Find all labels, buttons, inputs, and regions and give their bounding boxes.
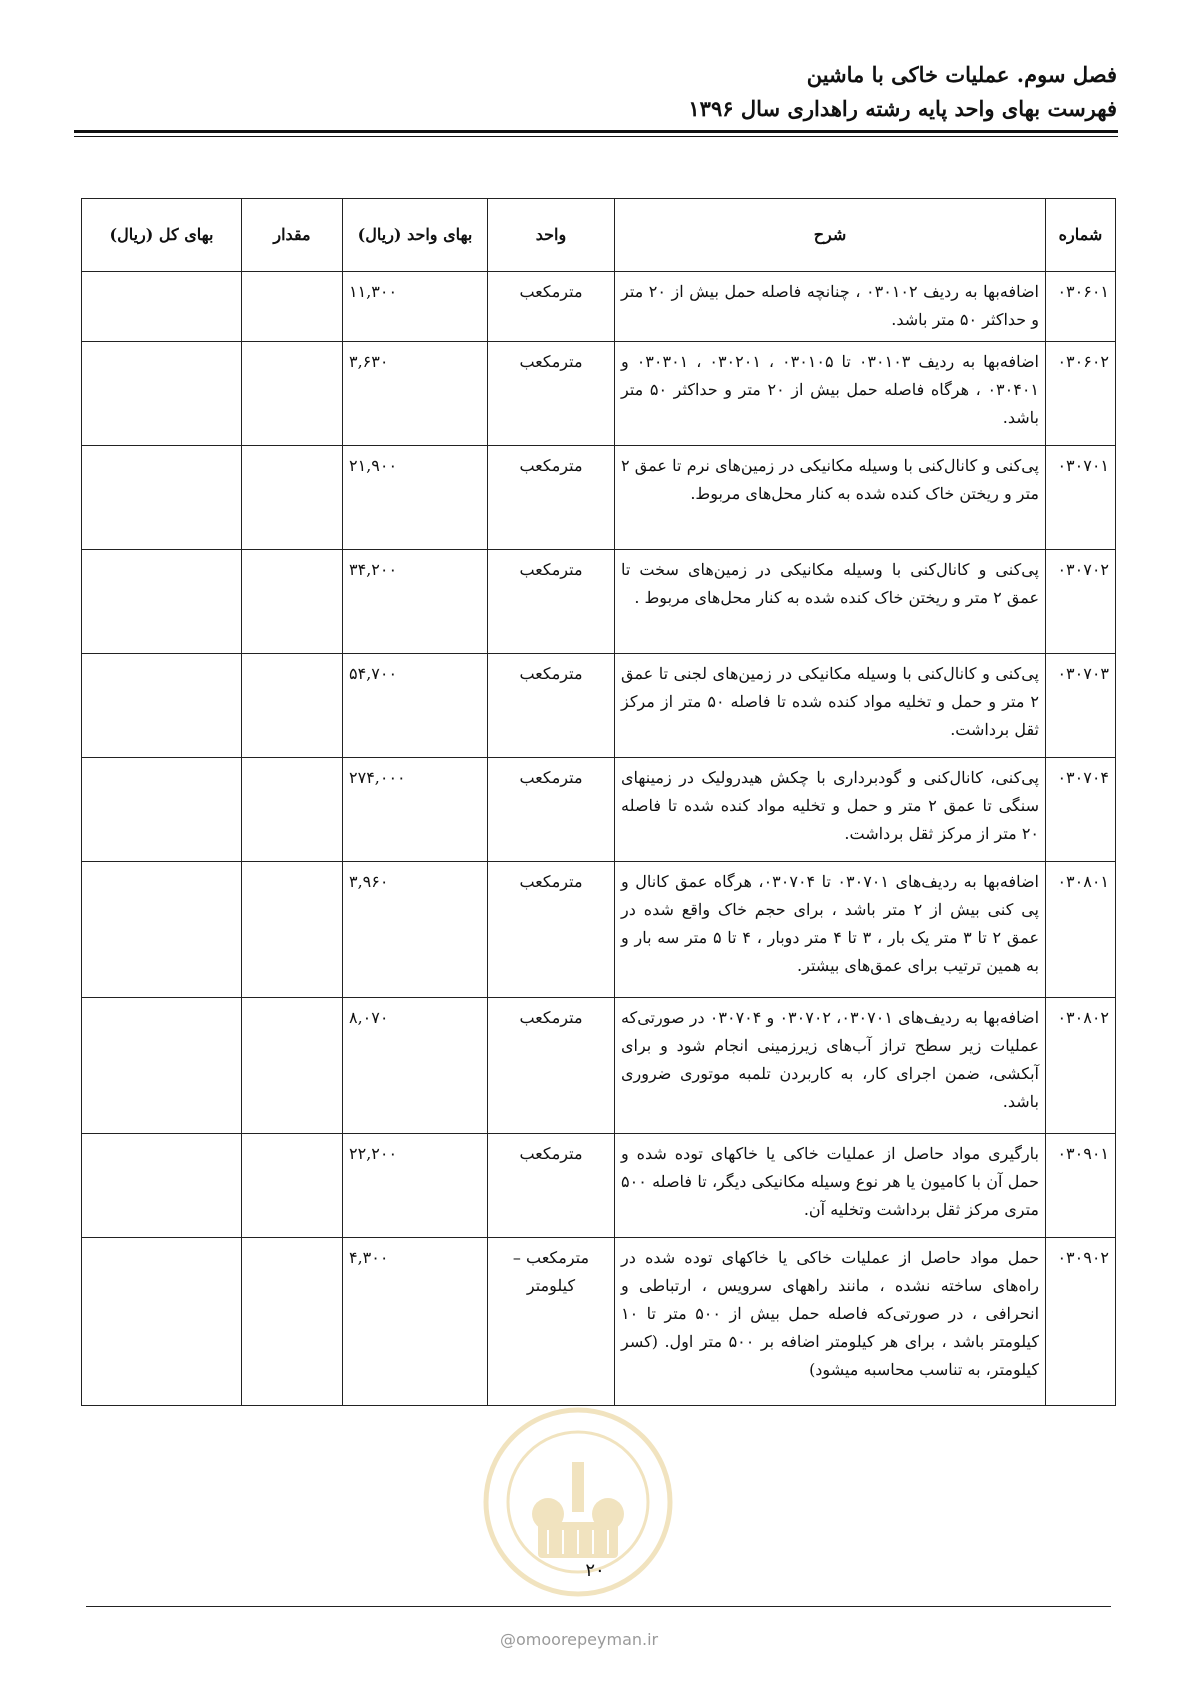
row-description: پی‌کنی و کانال‌کنی با وسیله مکانیکی در زمین‌های سخت تا عمق ۲ متر و ریختن خاک کنده شده به کنار محل‌های مربوط . bbox=[615, 550, 1046, 654]
chapter-title: فصل سوم. عملیات خاکی با ماشین bbox=[806, 62, 1117, 87]
row-total-price bbox=[82, 272, 242, 342]
row-quantity bbox=[242, 272, 343, 342]
table-header-row bbox=[82, 199, 1116, 272]
table-row bbox=[82, 342, 1116, 446]
row-quantity bbox=[242, 1238, 343, 1406]
row-description: اضافه‌بها به ردیف ۰۳۰۱۰۳ تا ۰۳۰۱۰۵ ، ۰۳۰۲۰۱ ، ۰۳۰۳۰۱ و ۰۳۰۴۰۱ ، هرگاه فاصله حمل بیش از ۲۰ متر و حداکثر ۵۰ متر باشد. bbox=[615, 342, 1046, 446]
row-unit-sub-label: کیلومتر bbox=[526, 1276, 576, 1295]
row-total-price bbox=[82, 862, 242, 998]
row-quantity bbox=[242, 862, 343, 998]
price-table bbox=[81, 198, 1116, 1406]
row-number: ۰۳۰۶۰۱ bbox=[1046, 272, 1116, 342]
row-unit-price: ۸,۰۷۰ bbox=[343, 998, 488, 1134]
row-unit-price: ۵۴,۷۰۰ bbox=[343, 654, 488, 758]
row-unit-label: مترمکعب bbox=[519, 560, 583, 579]
row-total-price bbox=[82, 998, 242, 1134]
row-unit-label: مترمکعب bbox=[519, 1144, 583, 1163]
column-header-description: شرح bbox=[615, 199, 1046, 272]
row-total-price bbox=[82, 342, 242, 446]
row-number: ۰۳۰۷۰۲ bbox=[1046, 550, 1116, 654]
table-row bbox=[82, 862, 1116, 998]
table-row bbox=[82, 272, 1116, 342]
row-unit-price: ۲۲,۲۰۰ bbox=[343, 1134, 488, 1238]
row-unit-label: مترمکعب bbox=[519, 456, 583, 475]
row-unit-price: ۲۷۴,۰۰۰ bbox=[343, 758, 488, 862]
row-unit-price: ۳۴,۲۰۰ bbox=[343, 550, 488, 654]
column-header-total-price: بهای کل (ریال) bbox=[82, 199, 242, 272]
row-unit-label: مترمکعب bbox=[519, 352, 583, 371]
row-unit bbox=[488, 862, 615, 998]
row-unit bbox=[488, 272, 615, 342]
row-description: اضافه‌بها به ردیف ۰۳۰۱۰۲ ، چنانچه فاصله حمل بیش از ۲۰ متر و حداکثر ۵۰ متر باشد. bbox=[615, 272, 1046, 342]
row-unit bbox=[488, 654, 615, 758]
row-number: ۰۳۰۸۰۲ bbox=[1046, 998, 1116, 1134]
row-total-price bbox=[82, 1238, 242, 1406]
row-quantity bbox=[242, 342, 343, 446]
row-unit bbox=[488, 550, 615, 654]
footer-rule bbox=[86, 1606, 1111, 1607]
table-row bbox=[82, 654, 1116, 758]
table-row bbox=[82, 550, 1116, 654]
row-total-price bbox=[82, 1134, 242, 1238]
row-quantity bbox=[242, 1134, 343, 1238]
row-unit-price: ۳,۹۶۰ bbox=[343, 862, 488, 998]
row-total-price bbox=[82, 446, 242, 550]
row-unit bbox=[488, 758, 615, 862]
row-unit-label: مترمکعب – bbox=[512, 1248, 590, 1267]
page-number: ۲۰ bbox=[585, 1560, 605, 1581]
row-number: ۰۳۰۷۰۱ bbox=[1046, 446, 1116, 550]
row-unit bbox=[488, 998, 615, 1134]
column-header-unit: واحد bbox=[488, 199, 615, 272]
row-total-price bbox=[82, 550, 242, 654]
page-header bbox=[67, 58, 1117, 126]
row-unit-label: مترمکعب bbox=[519, 768, 583, 787]
row-description: اضافه‌بها به ردیف‌های ۰۳۰۷۰۱ تا ۰۳۰۷۰۴، هرگاه عمق کانال و پی کنی بیش از ۲ متر باشد ، برای حجم خاک واقع شده در عمق ۲ تا ۳ متر یک بار ، ۳ تا ۴ متر دوبار ، ۴ تا ۵ متر سه بار و به همین ترتیب برای عمق‌های بیشتر. bbox=[615, 862, 1046, 998]
row-quantity bbox=[242, 758, 343, 862]
row-unit-label: مترمکعب bbox=[519, 872, 583, 891]
row-unit bbox=[488, 1134, 615, 1238]
row-number: ۰۳۰۸۰۱ bbox=[1046, 862, 1116, 998]
row-description: اضافه‌بها به ردیف‌های ۰۳۰۷۰۱، ۰۳۰۷۰۲ و ۰۳۰۷۰۴ در صورتی‌که عملیات زیر سطح تراز آب‌های زیرزمینی انجام شود و برای آبکشی، ضمن اجرای کار، به کاربردن تلمبه موتوری ضروری باشد. bbox=[615, 998, 1046, 1134]
row-unit bbox=[488, 1238, 615, 1406]
row-number: ۰۳۰۷۰۴ bbox=[1046, 758, 1116, 862]
row-unit-label: مترمکعب bbox=[519, 1008, 583, 1027]
row-description: پی‌کنی، کانال‌کنی و گودبرداری با چکش هیدرولیک در زمینهای سنگی تا عمق ۲ متر و حمل و تخلیه مواد کنده شده تا فاصله ۲۰ متر از مرکز ثقل برداشت. bbox=[615, 758, 1046, 862]
column-header-unit-price: بهای واحد (ریال) bbox=[343, 199, 488, 272]
row-unit-price: ۴,۳۰۰ bbox=[343, 1238, 488, 1406]
table-row bbox=[82, 758, 1116, 862]
footer-site-handle: @omoorepeyman.ir bbox=[500, 1630, 659, 1649]
row-description: پی‌کنی و کانال‌کنی با وسیله مکانیکی در زمین‌های نرم تا عمق ۲ متر و ریختن خاک کنده شده به کنار محل‌های مربوط. bbox=[615, 446, 1046, 550]
row-description: حمل مواد حاصل از عملیات خاکی یا خاکهای توده شده در راه‌های ساخته نشده ، مانند راههای سرویس ، ارتباطی و انحرافی ، در صورتی‌که فاصله حمل بیش از ۵۰۰ متر تا ۱۰ کیلومتر باشد ، برای هر کیلومتر اضافه بر ۵۰۰ متر اول. (کسر کیلومتر، به تناسب محاسبه میشود) bbox=[615, 1238, 1046, 1406]
row-quantity bbox=[242, 998, 343, 1134]
row-number: ۰۳۰۹۰۱ bbox=[1046, 1134, 1116, 1238]
row-unit-label: مترمکعب bbox=[519, 282, 583, 301]
row-unit bbox=[488, 342, 615, 446]
row-unit-price: ۳,۶۳۰ bbox=[343, 342, 488, 446]
table-row bbox=[82, 998, 1116, 1134]
row-total-price bbox=[82, 758, 242, 862]
row-total-price bbox=[82, 654, 242, 758]
row-unit bbox=[488, 446, 615, 550]
row-description: بارگیری مواد حاصل از عملیات خاکی یا خاکهای توده شده و حمل آن با کامیون یا هر نوع وسیله مکانیکی دیگر، تا فاصله ۵۰۰ متری مرکز ثقل برداشت وتخلیه آن. bbox=[615, 1134, 1046, 1238]
row-quantity bbox=[242, 446, 343, 550]
row-unit-price: ۱۱,۳۰۰ bbox=[343, 272, 488, 342]
row-unit-label: مترمکعب bbox=[519, 664, 583, 683]
row-unit-price: ۲۱,۹۰۰ bbox=[343, 446, 488, 550]
table-row bbox=[82, 1134, 1116, 1238]
column-header-quantity: مقدار bbox=[242, 199, 343, 272]
table-row bbox=[82, 1238, 1116, 1406]
row-quantity bbox=[242, 550, 343, 654]
header-rule-thick bbox=[74, 130, 1118, 133]
price-list-title: فهرست بهای واحد پایه رشته راهداری سال ۱۳۹۶ bbox=[688, 96, 1117, 121]
row-quantity bbox=[242, 654, 343, 758]
column-header-number: شماره bbox=[1046, 199, 1116, 272]
row-number: ۰۳۰۹۰۲ bbox=[1046, 1238, 1116, 1406]
row-number: ۰۳۰۶۰۲ bbox=[1046, 342, 1116, 446]
table-row bbox=[82, 446, 1116, 550]
header-rule-thin bbox=[74, 136, 1118, 137]
row-number: ۰۳۰۷۰۳ bbox=[1046, 654, 1116, 758]
row-description: پی‌کنی و کانال‌کنی با وسیله مکانیکی در زمین‌های لجنی تا عمق ۲ متر و حمل و تخلیه مواد کنده شده تا فاصله ۵۰ متر از مرکز ثقل برداشت. bbox=[615, 654, 1046, 758]
